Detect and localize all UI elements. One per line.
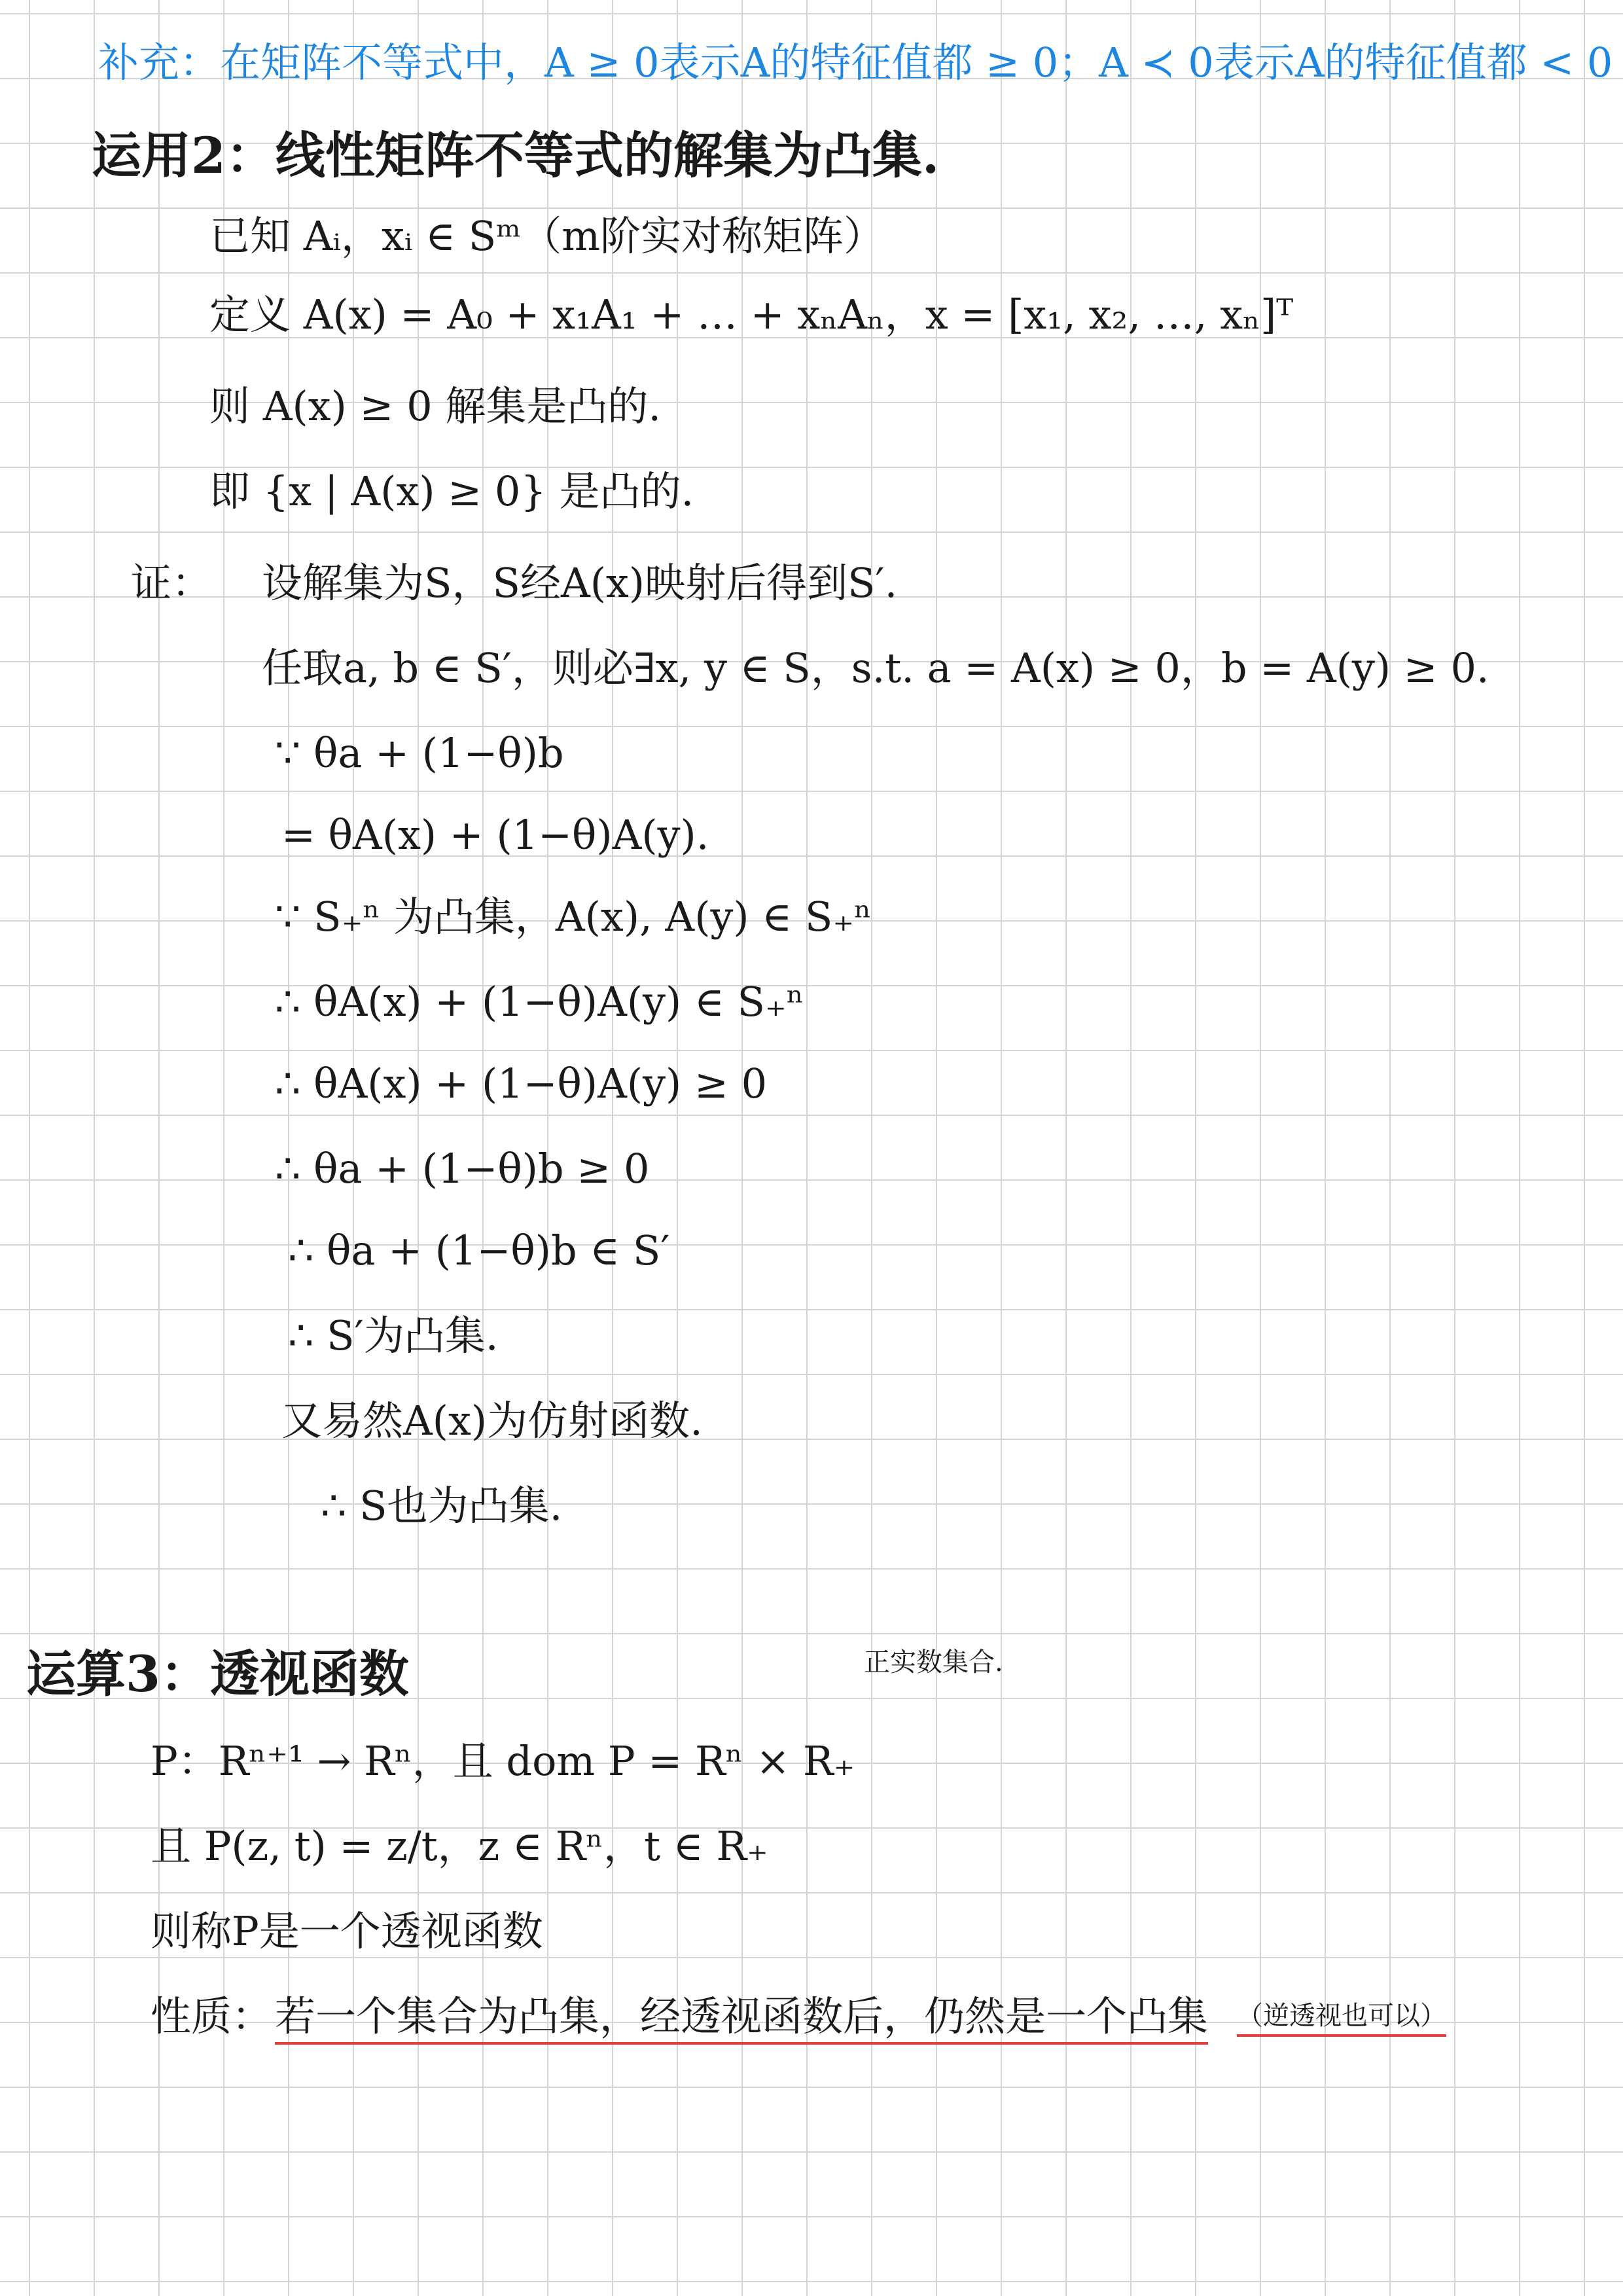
proof-line: 又易然A(x)为仿射函数.: [281, 1397, 703, 1444]
section-title-application-2: 运用2：线性矩阵不等式的解集为凸集.: [92, 126, 940, 185]
proof-line: ∴ S′为凸集.: [288, 1312, 499, 1359]
property-text: 若一个集合为凸集，经透视函数后，仍然是一个凸集: [275, 1996, 1208, 2045]
restatement-line: 即 {x | A(x) ≥ 0} 是凸的.: [209, 467, 694, 515]
known-line: 已知 Aᵢ，xᵢ ∈ Sᵐ（m阶实对称矩阵）: [209, 212, 884, 260]
proof-line: ∴ θA(x) + (1−θ)A(y) ∈ S₊ⁿ: [275, 978, 804, 1026]
proof-line: ∴ θa + (1−θ)b ≥ 0: [275, 1145, 650, 1193]
proof-line: ∴ θa + (1−θ)b ∈ S′: [288, 1227, 670, 1274]
proof-line: ∵ S₊ⁿ 为凸集，A(x), A(y) ∈ S₊ⁿ: [275, 893, 872, 941]
proof-line: ∴ S也为凸集.: [321, 1482, 563, 1530]
proof-line: 设解集为S，S经A(x)映射后得到S′.: [262, 559, 898, 607]
proof-line: 任取a, b ∈ S′，则必∃x, y ∈ S，s.t. a = A(x) ≥ 0，b = A(y) ≥ 0.: [262, 644, 1489, 692]
proof-label: 证：: [131, 559, 213, 607]
conclusion-line: 则 A(x) ≥ 0 解集是凸的.: [209, 382, 662, 430]
property-note: （逆透视也可以）: [1237, 2003, 1446, 2037]
formula-line: 且 P(z, t) = z/t，z ∈ Rⁿ，t ∈ R₊: [151, 1822, 768, 1870]
property-label: 性质：: [151, 1992, 273, 2040]
supplement-note: 补充：在矩阵不等式中，A ≥ 0表示A的特征值都 ≥ 0；A ≺ 0表示A的特征值都 < 0: [98, 39, 1613, 86]
definition-line: P：Rⁿ⁺¹ → Rⁿ，且 dom P = Rⁿ × R₊: [151, 1737, 855, 1785]
positive-reals-annotation: 正实数集合.: [864, 1647, 1003, 1677]
definition-line: 定义 A(x) = A₀ + x₁A₁ + … + xₙAₙ，x = [x₁, x₂, …, xₙ]ᵀ: [209, 291, 1294, 338]
section-title-operation-3: 运算3：透视函数: [26, 1645, 409, 1703]
proof-line: ∵ θa + (1−θ)b: [275, 729, 564, 777]
proof-line: = θA(x) + (1−θ)A(y).: [281, 811, 709, 859]
naming-line: 则称P是一个透视函数: [151, 1907, 543, 1955]
proof-line: ∴ θA(x) + (1−θ)A(y) ≥ 0: [275, 1060, 768, 1107]
